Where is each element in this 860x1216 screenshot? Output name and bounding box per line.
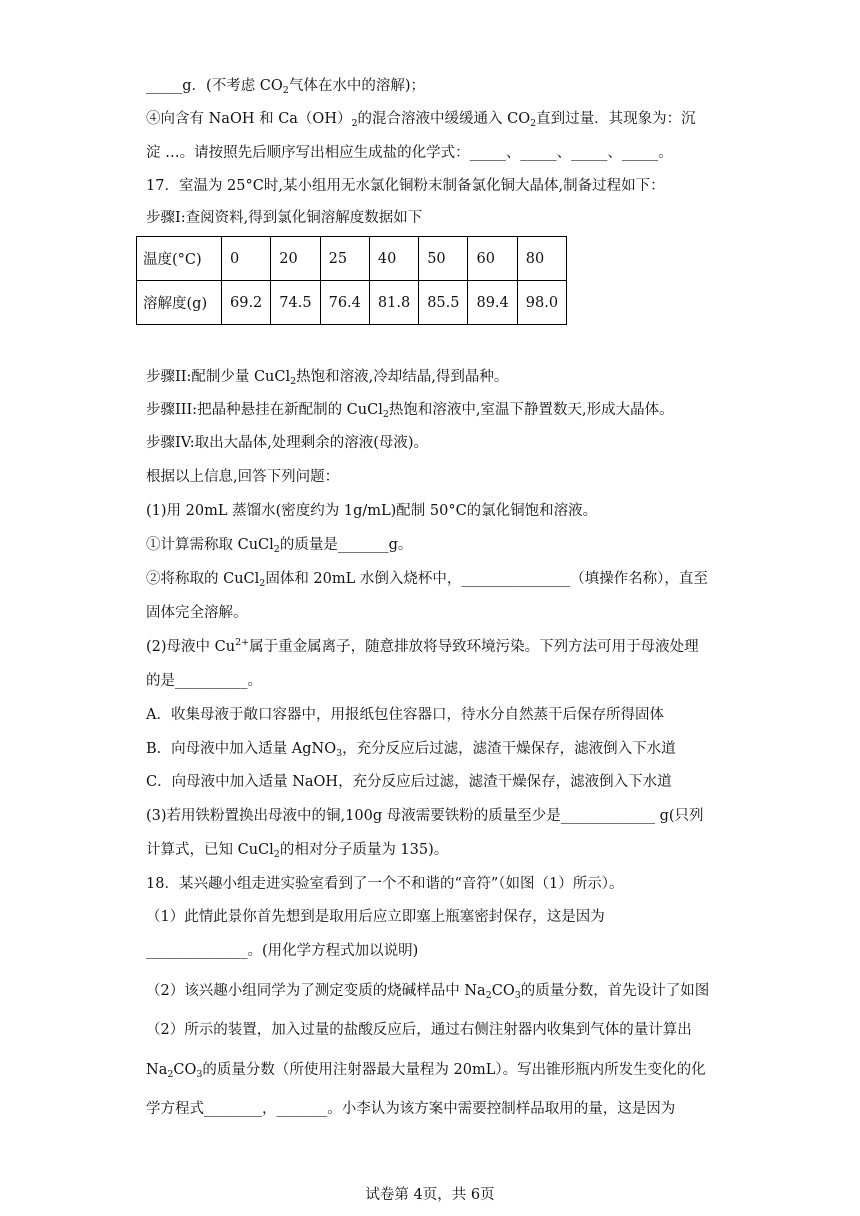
text-line-co2-naoh: ④向含有 NaOH 和 $Ca(OH)_2$的混合溶液中缓缓通入 $CO_2$直到过量．其现象为：沉 bbox=[146, 111, 696, 129]
question-18-part-1: （1）此情此景你首先想到是取用后应立即塞上瓶塞密封保存，这是因为 bbox=[146, 909, 605, 925]
table-cell: 0 bbox=[222, 237, 271, 281]
table-cell: 60 bbox=[468, 237, 517, 281]
table-cell: 80 bbox=[517, 237, 566, 281]
table-cell: 40 bbox=[369, 237, 418, 281]
step-2-text: 步骤II:配制少量 CuCl$_2$热饱和溶液,冷却结晶,得到晶种。 bbox=[146, 369, 509, 387]
part-1b-continued: 固体完全溶解。 bbox=[146, 605, 248, 621]
part-1a-text: ①计算需称取 CuCl$_2$的质量是_______g。 bbox=[146, 537, 413, 555]
solubility-table bbox=[136, 236, 567, 325]
option-b: B．向母液中加入适量 AgNO$_3$，充分反应后过滤，滤渣干燥保存，滤液倒入下水道 bbox=[146, 741, 676, 759]
table-row-solubility bbox=[137, 281, 567, 325]
question-17-title: 17．室温为 25°C时,某小组用无水氯化铜粉末制备氯化铜大晶体,制备过程如下： bbox=[146, 178, 665, 194]
part-3-continued: 计算式，已知 CuCl$_2$的相对分子质量为 135)。 bbox=[146, 842, 449, 860]
text-line-salt-formulas: 淀 …。请按照先后顺序写出相应生成盐的化学式：_____、_____、_____、_____。 bbox=[146, 145, 673, 161]
question-18-part-2-line-3: $Na_2CO_3$的质量分数（所使用注射器最大量程为 20mL）。写出锥形瓶内所发生变化的化 bbox=[146, 1062, 706, 1080]
table-cell: 81.8 bbox=[369, 281, 418, 325]
question-18-part-2-line-2: （2）所示的装置，加入过量的盐酸反应后，通过右侧注射器内收集到气体的量计算出 bbox=[146, 1022, 692, 1038]
table-cell: 50 bbox=[419, 237, 468, 281]
part-2-continued: 的是__________。 bbox=[146, 673, 262, 689]
table-cell: 76.4 bbox=[320, 281, 369, 325]
page-footer: 试卷第 4页，共 6页 bbox=[365, 1187, 495, 1203]
step-4-text: 步骤IV:取出大晶体,处理剩余的溶液(母液)。 bbox=[146, 435, 429, 451]
step-1-text: 步骤I:查阅资料,得到氯化铜溶解度数据如下 bbox=[146, 210, 423, 226]
option-a: A．收集母液于敞口容器中，用报纸包住容器口，待水分自然蒸干后保存所得固体 bbox=[146, 707, 664, 723]
table-cell: 85.5 bbox=[419, 281, 468, 325]
question-18-part-1-continued: ______________。(用化学方程式加以说明) bbox=[146, 943, 419, 959]
table-cell: 89.4 bbox=[468, 281, 517, 325]
text-line-blank-gas: _____g．(不考虑 $CO_2$气体在水中的溶解)； bbox=[146, 78, 425, 96]
part-2-text: (2)母液中 $Cu^{2+}$属于重金属离子，随意排放将导致环境污染。下列方法可用于母液处理 bbox=[146, 637, 699, 655]
table-row-temperature bbox=[137, 237, 567, 281]
question-18-part-2: （2）该兴趣小组同学为了测定变质的烧碱样品中 $Na_2CO_3$的质量分数，首先设计了如图 bbox=[146, 983, 710, 1001]
table-header-solubility: 溶解度(g) bbox=[137, 281, 222, 325]
option-c: C．向母液中加入适量 NaOH，充分反应后过滤，滤渣干燥保存，滤液倒入下水道 bbox=[146, 774, 672, 790]
part-1-text: (1)用 20mL 蒸馏水(密度约为 1g/mL)配制 50°C的氯化铜饱和溶液。 bbox=[146, 503, 598, 519]
table-cell: 69.2 bbox=[222, 281, 271, 325]
table-header-temperature: 温度(°C) bbox=[137, 237, 222, 281]
step-3-text: 步骤III:把晶种悬挂在新配制的 CuCl$_2$热饱和溶液中,室温下静置数天,形成大晶体。 bbox=[146, 402, 674, 420]
table-cell: 98.0 bbox=[517, 281, 566, 325]
part-1b-text: ②将称取的 CuCl$_2$固体和 20mL 水倒入烧杯中，_______________（填操作名称），直至 bbox=[146, 571, 708, 589]
table-cell: 74.5 bbox=[271, 281, 320, 325]
part-3-text: (3)若用铁粉置换出母液中的铜,100g 母液需要铁粉的质量至少是_____________ g(只列 bbox=[146, 808, 704, 824]
question-18-part-2-line-4: 学方程式________，_______。小李认为该方案中需要控制样品取用的量，这是因为 bbox=[146, 1101, 676, 1117]
table-cell: 25 bbox=[320, 237, 369, 281]
question-18-title: 18．某兴趣小组走进实验室看到了一个不和谐的“音符”（如图（1）所示）。 bbox=[146, 876, 624, 892]
answer-intro: 根据以上信息,回答下列问题： bbox=[146, 469, 340, 485]
table-cell: 20 bbox=[271, 237, 320, 281]
